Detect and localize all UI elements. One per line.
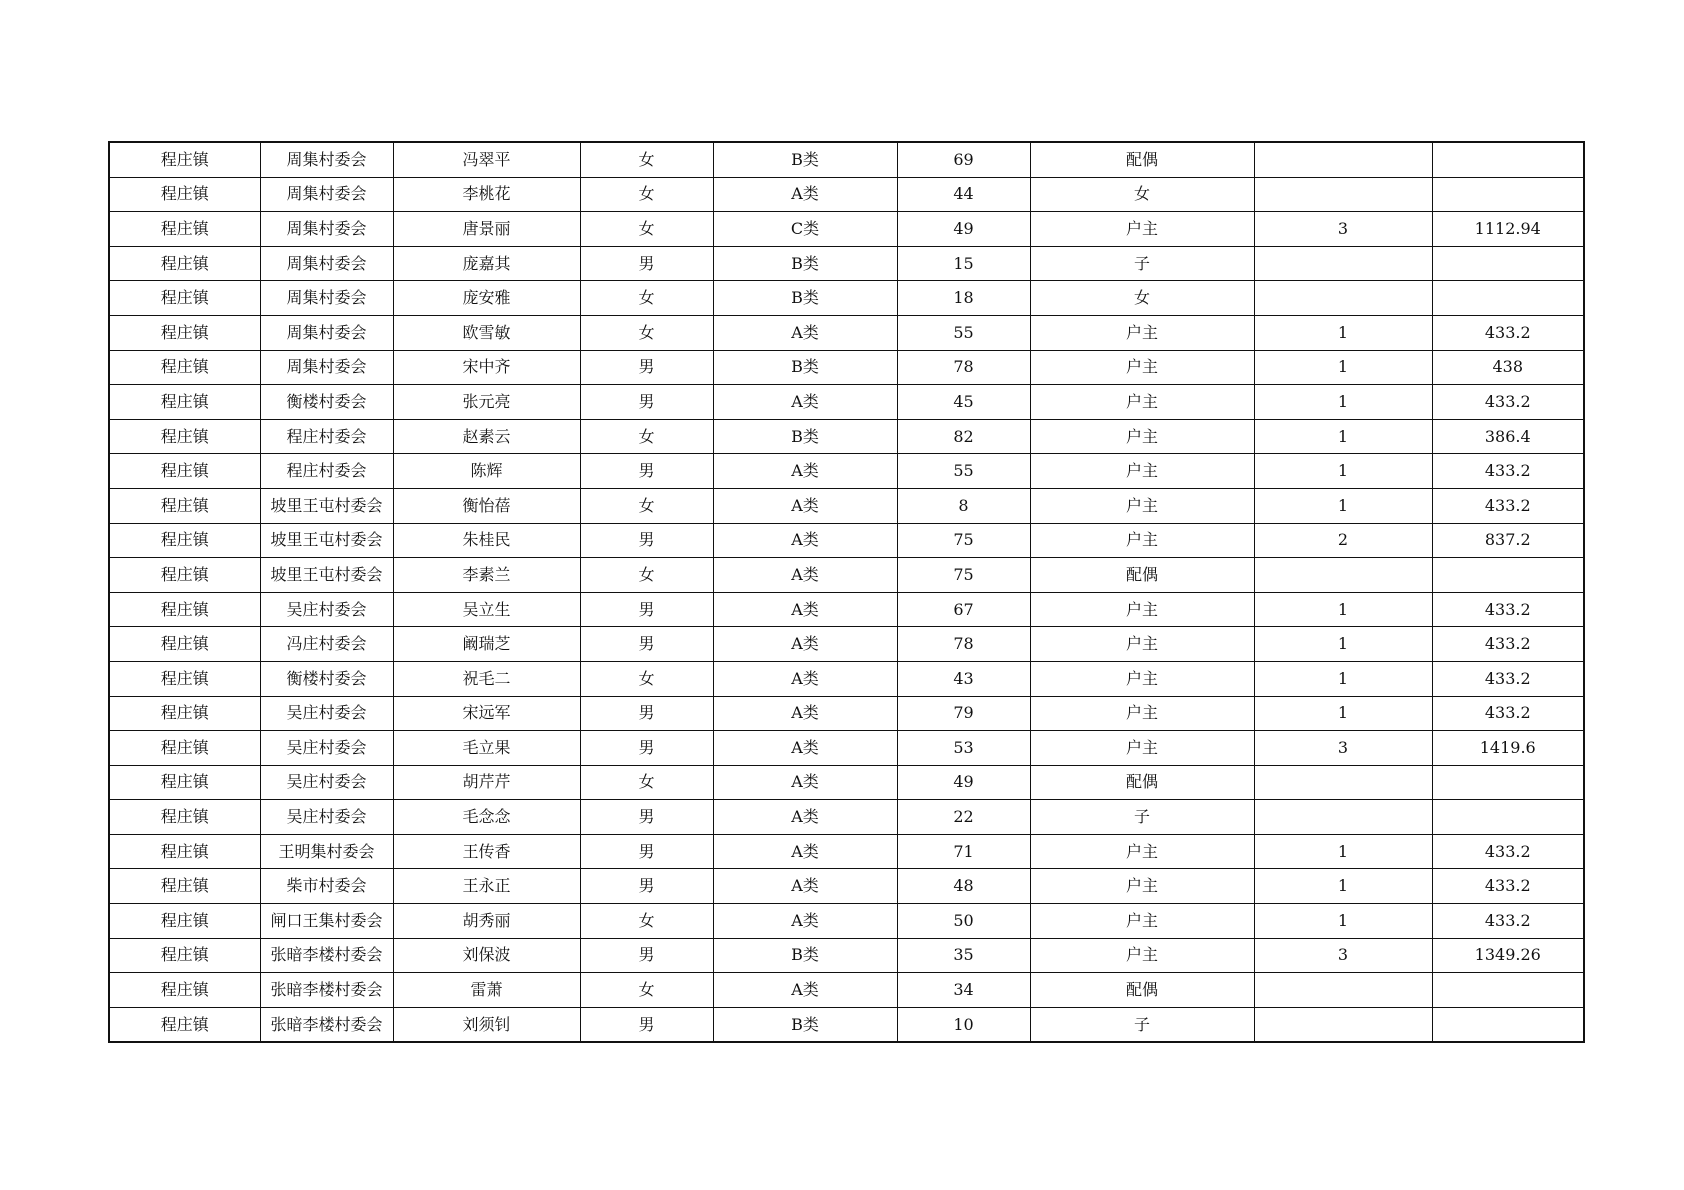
cell-village: 衡楼村委会 xyxy=(260,661,393,696)
cell-relation: 户主 xyxy=(1030,419,1254,454)
cell-town: 程庄镇 xyxy=(109,1007,260,1042)
cell-relation: 子 xyxy=(1030,800,1254,835)
cell-category: A类 xyxy=(713,454,897,489)
table-row xyxy=(109,177,1584,212)
cell-category: A类 xyxy=(713,973,897,1008)
cell-relation: 户主 xyxy=(1030,592,1254,627)
cell-gender: 男 xyxy=(580,731,713,766)
table-row xyxy=(109,661,1584,696)
cell-name: 雷萧 xyxy=(393,973,580,1008)
cell-town: 程庄镇 xyxy=(109,592,260,627)
cell-age: 67 xyxy=(897,592,1030,627)
cell-relation: 户主 xyxy=(1030,696,1254,731)
cell-category: B类 xyxy=(713,142,897,177)
cell-age: 43 xyxy=(897,661,1030,696)
cell-village: 坡里王屯村委会 xyxy=(260,523,393,558)
cell-household-size: 1 xyxy=(1254,419,1432,454)
cell-category: A类 xyxy=(713,661,897,696)
cell-relation: 配偶 xyxy=(1030,558,1254,593)
cell-relation: 女 xyxy=(1030,281,1254,316)
cell-name: 李素兰 xyxy=(393,558,580,593)
cell-name: 王永正 xyxy=(393,869,580,904)
cell-category: A类 xyxy=(713,315,897,350)
cell-village: 吴庄村委会 xyxy=(260,592,393,627)
cell-village: 张暗李楼村委会 xyxy=(260,1007,393,1042)
cell-category: B类 xyxy=(713,350,897,385)
cell-age: 78 xyxy=(897,627,1030,662)
cell-name: 张元亮 xyxy=(393,385,580,420)
cell-household-size xyxy=(1254,246,1432,281)
cell-village: 衡楼村委会 xyxy=(260,385,393,420)
cell-relation: 户主 xyxy=(1030,938,1254,973)
cell-household-size xyxy=(1254,973,1432,1008)
cell-gender: 女 xyxy=(580,973,713,1008)
cell-town: 程庄镇 xyxy=(109,627,260,662)
cell-category: A类 xyxy=(713,627,897,662)
cell-gender: 男 xyxy=(580,1007,713,1042)
table-row xyxy=(109,834,1584,869)
cell-gender: 男 xyxy=(580,938,713,973)
cell-name: 陈辉 xyxy=(393,454,580,489)
cell-age: 53 xyxy=(897,731,1030,766)
table-row xyxy=(109,523,1584,558)
cell-town: 程庄镇 xyxy=(109,973,260,1008)
table-row xyxy=(109,385,1584,420)
cell-town: 程庄镇 xyxy=(109,558,260,593)
cell-relation: 户主 xyxy=(1030,488,1254,523)
cell-age: 18 xyxy=(897,281,1030,316)
cell-household-size: 1 xyxy=(1254,315,1432,350)
table-row xyxy=(109,1007,1584,1042)
cell-relation: 户主 xyxy=(1030,627,1254,662)
cell-town: 程庄镇 xyxy=(109,731,260,766)
cell-town: 程庄镇 xyxy=(109,765,260,800)
cell-town: 程庄镇 xyxy=(109,281,260,316)
cell-village: 吴庄村委会 xyxy=(260,731,393,766)
cell-town: 程庄镇 xyxy=(109,696,260,731)
cell-amount: 433.2 xyxy=(1432,454,1584,489)
cell-age: 49 xyxy=(897,765,1030,800)
cell-name: 欧雪敏 xyxy=(393,315,580,350)
cell-household-size: 1 xyxy=(1254,454,1432,489)
cell-relation: 配偶 xyxy=(1030,973,1254,1008)
table-row xyxy=(109,800,1584,835)
cell-amount xyxy=(1432,1007,1584,1042)
cell-age: 44 xyxy=(897,177,1030,212)
cell-village: 柴市村委会 xyxy=(260,869,393,904)
cell-village: 程庄村委会 xyxy=(260,454,393,489)
cell-amount: 433.2 xyxy=(1432,834,1584,869)
cell-name: 阚瑞芝 xyxy=(393,627,580,662)
cell-village: 周集村委会 xyxy=(260,246,393,281)
cell-amount: 433.2 xyxy=(1432,315,1584,350)
cell-category: A类 xyxy=(713,523,897,558)
table-row xyxy=(109,869,1584,904)
cell-village: 张暗李楼村委会 xyxy=(260,938,393,973)
table-row xyxy=(109,558,1584,593)
cell-gender: 男 xyxy=(580,592,713,627)
cell-age: 15 xyxy=(897,246,1030,281)
cell-amount xyxy=(1432,765,1584,800)
cell-name: 刘保波 xyxy=(393,938,580,973)
cell-category: A类 xyxy=(713,765,897,800)
table-row xyxy=(109,904,1584,939)
cell-village: 周集村委会 xyxy=(260,315,393,350)
cell-town: 程庄镇 xyxy=(109,454,260,489)
cell-relation: 户主 xyxy=(1030,385,1254,420)
cell-gender: 男 xyxy=(580,869,713,904)
table-row xyxy=(109,731,1584,766)
cell-gender: 女 xyxy=(580,488,713,523)
cell-age: 82 xyxy=(897,419,1030,454)
cell-gender: 男 xyxy=(580,385,713,420)
cell-age: 8 xyxy=(897,488,1030,523)
cell-village: 吴庄村委会 xyxy=(260,800,393,835)
cell-village: 吴庄村委会 xyxy=(260,696,393,731)
cell-category: B类 xyxy=(713,938,897,973)
cell-age: 69 xyxy=(897,142,1030,177)
cell-gender: 女 xyxy=(580,212,713,247)
cell-household-size xyxy=(1254,177,1432,212)
cell-village: 冯庄村委会 xyxy=(260,627,393,662)
cell-age: 48 xyxy=(897,869,1030,904)
cell-village: 王明集村委会 xyxy=(260,834,393,869)
cell-gender: 女 xyxy=(580,281,713,316)
cell-amount: 433.2 xyxy=(1432,627,1584,662)
cell-category: A类 xyxy=(713,558,897,593)
cell-relation: 户主 xyxy=(1030,350,1254,385)
cell-gender: 男 xyxy=(580,454,713,489)
cell-category: A类 xyxy=(713,177,897,212)
cell-village: 坡里王屯村委会 xyxy=(260,558,393,593)
cell-category: C类 xyxy=(713,212,897,247)
cell-category: A类 xyxy=(713,834,897,869)
cell-name: 王传香 xyxy=(393,834,580,869)
table-row xyxy=(109,696,1584,731)
cell-name: 毛立果 xyxy=(393,731,580,766)
cell-town: 程庄镇 xyxy=(109,212,260,247)
cell-relation: 户主 xyxy=(1030,834,1254,869)
cell-household-size: 3 xyxy=(1254,212,1432,247)
cell-age: 78 xyxy=(897,350,1030,385)
cell-relation: 户主 xyxy=(1030,904,1254,939)
cell-household-size: 1 xyxy=(1254,696,1432,731)
cell-relation: 户主 xyxy=(1030,523,1254,558)
cell-name: 胡芹芹 xyxy=(393,765,580,800)
cell-category: A类 xyxy=(713,696,897,731)
cell-town: 程庄镇 xyxy=(109,488,260,523)
table-row xyxy=(109,454,1584,489)
cell-gender: 女 xyxy=(580,419,713,454)
cell-age: 55 xyxy=(897,315,1030,350)
cell-name: 李桃花 xyxy=(393,177,580,212)
cell-household-size xyxy=(1254,558,1432,593)
cell-gender: 男 xyxy=(580,627,713,662)
cell-name: 毛念念 xyxy=(393,800,580,835)
cell-amount xyxy=(1432,142,1584,177)
cell-amount: 433.2 xyxy=(1432,488,1584,523)
cell-town: 程庄镇 xyxy=(109,800,260,835)
table-row xyxy=(109,973,1584,1008)
table-row xyxy=(109,627,1584,662)
cell-relation: 户主 xyxy=(1030,661,1254,696)
cell-category: B类 xyxy=(713,419,897,454)
cell-name: 朱桂民 xyxy=(393,523,580,558)
cell-household-size xyxy=(1254,281,1432,316)
cell-relation: 女 xyxy=(1030,177,1254,212)
cell-household-size: 3 xyxy=(1254,938,1432,973)
cell-relation: 户主 xyxy=(1030,869,1254,904)
cell-name: 赵素云 xyxy=(393,419,580,454)
cell-name: 宋中齐 xyxy=(393,350,580,385)
cell-age: 75 xyxy=(897,558,1030,593)
cell-category: A类 xyxy=(713,731,897,766)
cell-village: 张暗李楼村委会 xyxy=(260,973,393,1008)
cell-household-size: 1 xyxy=(1254,904,1432,939)
cell-household-size: 1 xyxy=(1254,661,1432,696)
cell-name: 宋远军 xyxy=(393,696,580,731)
cell-gender: 女 xyxy=(580,661,713,696)
cell-age: 50 xyxy=(897,904,1030,939)
cell-gender: 女 xyxy=(580,142,713,177)
cell-name: 庞嘉其 xyxy=(393,246,580,281)
cell-gender: 女 xyxy=(580,765,713,800)
cell-amount: 438 xyxy=(1432,350,1584,385)
cell-household-size: 1 xyxy=(1254,627,1432,662)
cell-amount xyxy=(1432,973,1584,1008)
cell-town: 程庄镇 xyxy=(109,350,260,385)
cell-gender: 男 xyxy=(580,834,713,869)
table-row xyxy=(109,315,1584,350)
cell-gender: 女 xyxy=(580,315,713,350)
cell-relation: 户主 xyxy=(1030,315,1254,350)
cell-name: 吴立生 xyxy=(393,592,580,627)
cell-gender: 男 xyxy=(580,246,713,281)
cell-relation: 子 xyxy=(1030,246,1254,281)
cell-name: 唐景丽 xyxy=(393,212,580,247)
cell-name: 冯翠平 xyxy=(393,142,580,177)
cell-household-size: 3 xyxy=(1254,731,1432,766)
cell-gender: 女 xyxy=(580,558,713,593)
cell-town: 程庄镇 xyxy=(109,904,260,939)
cell-age: 55 xyxy=(897,454,1030,489)
cell-age: 75 xyxy=(897,523,1030,558)
cell-category: A类 xyxy=(713,592,897,627)
cell-amount: 433.2 xyxy=(1432,661,1584,696)
cell-gender: 女 xyxy=(580,177,713,212)
table-row xyxy=(109,765,1584,800)
cell-amount: 433.2 xyxy=(1432,592,1584,627)
table-row xyxy=(109,938,1584,973)
cell-household-size: 1 xyxy=(1254,350,1432,385)
cell-name: 庞安雅 xyxy=(393,281,580,316)
cell-category: B类 xyxy=(713,281,897,316)
cell-household-size: 2 xyxy=(1254,523,1432,558)
cell-category: A类 xyxy=(713,488,897,523)
cell-town: 程庄镇 xyxy=(109,419,260,454)
cell-gender: 女 xyxy=(580,904,713,939)
cell-amount: 837.2 xyxy=(1432,523,1584,558)
cell-relation: 户主 xyxy=(1030,212,1254,247)
cell-relation: 子 xyxy=(1030,1007,1254,1042)
cell-household-size xyxy=(1254,142,1432,177)
cell-age: 35 xyxy=(897,938,1030,973)
cell-household-size xyxy=(1254,800,1432,835)
cell-village: 周集村委会 xyxy=(260,281,393,316)
cell-village: 闸口王集村委会 xyxy=(260,904,393,939)
cell-household-size: 1 xyxy=(1254,834,1432,869)
cell-village: 程庄村委会 xyxy=(260,419,393,454)
table-row xyxy=(109,142,1584,177)
cell-amount xyxy=(1432,281,1584,316)
cell-town: 程庄镇 xyxy=(109,385,260,420)
cell-town: 程庄镇 xyxy=(109,246,260,281)
table-body xyxy=(109,142,1584,1042)
cell-household-size xyxy=(1254,1007,1432,1042)
cell-category: A类 xyxy=(713,869,897,904)
cell-amount: 433.2 xyxy=(1432,869,1584,904)
cell-amount xyxy=(1432,246,1584,281)
cell-name: 衡怡蓓 xyxy=(393,488,580,523)
cell-amount: 433.2 xyxy=(1432,696,1584,731)
cell-age: 10 xyxy=(897,1007,1030,1042)
cell-household-size: 1 xyxy=(1254,488,1432,523)
cell-amount xyxy=(1432,177,1584,212)
cell-household-size: 1 xyxy=(1254,385,1432,420)
cell-household-size: 1 xyxy=(1254,869,1432,904)
cell-amount: 433.2 xyxy=(1432,904,1584,939)
cell-category: A类 xyxy=(713,904,897,939)
cell-amount xyxy=(1432,558,1584,593)
table-row xyxy=(109,212,1584,247)
cell-name: 胡秀丽 xyxy=(393,904,580,939)
cell-category: A类 xyxy=(713,800,897,835)
cell-household-size xyxy=(1254,765,1432,800)
cell-gender: 男 xyxy=(580,696,713,731)
cell-age: 34 xyxy=(897,973,1030,1008)
cell-relation: 户主 xyxy=(1030,731,1254,766)
table-row xyxy=(109,592,1584,627)
cell-relation: 配偶 xyxy=(1030,142,1254,177)
cell-category: A类 xyxy=(713,385,897,420)
cell-town: 程庄镇 xyxy=(109,177,260,212)
cell-town: 程庄镇 xyxy=(109,869,260,904)
cell-amount: 433.2 xyxy=(1432,385,1584,420)
table-row xyxy=(109,281,1584,316)
cell-amount xyxy=(1432,800,1584,835)
cell-relation: 户主 xyxy=(1030,454,1254,489)
cell-town: 程庄镇 xyxy=(109,315,260,350)
table-row xyxy=(109,350,1584,385)
cell-town: 程庄镇 xyxy=(109,523,260,558)
cell-gender: 男 xyxy=(580,350,713,385)
cell-amount: 1112.94 xyxy=(1432,212,1584,247)
cell-category: B类 xyxy=(713,1007,897,1042)
cell-category: B类 xyxy=(713,246,897,281)
cell-household-size: 1 xyxy=(1254,592,1432,627)
beneficiary-table xyxy=(108,141,1585,1043)
cell-village: 周集村委会 xyxy=(260,142,393,177)
cell-relation: 配偶 xyxy=(1030,765,1254,800)
cell-town: 程庄镇 xyxy=(109,661,260,696)
cell-name: 祝毛二 xyxy=(393,661,580,696)
cell-age: 71 xyxy=(897,834,1030,869)
table-row xyxy=(109,419,1584,454)
cell-village: 吴庄村委会 xyxy=(260,765,393,800)
cell-village: 周集村委会 xyxy=(260,177,393,212)
table-row xyxy=(109,246,1584,281)
cell-age: 22 xyxy=(897,800,1030,835)
cell-age: 45 xyxy=(897,385,1030,420)
cell-gender: 男 xyxy=(580,800,713,835)
cell-village: 周集村委会 xyxy=(260,350,393,385)
cell-gender: 男 xyxy=(580,523,713,558)
cell-age: 49 xyxy=(897,212,1030,247)
cell-amount: 386.4 xyxy=(1432,419,1584,454)
cell-village: 周集村委会 xyxy=(260,212,393,247)
cell-age: 79 xyxy=(897,696,1030,731)
cell-name: 刘须钊 xyxy=(393,1007,580,1042)
table-row xyxy=(109,488,1584,523)
cell-town: 程庄镇 xyxy=(109,938,260,973)
cell-village: 坡里王屯村委会 xyxy=(260,488,393,523)
cell-amount: 1349.26 xyxy=(1432,938,1584,973)
cell-town: 程庄镇 xyxy=(109,142,260,177)
cell-amount: 1419.6 xyxy=(1432,731,1584,766)
cell-town: 程庄镇 xyxy=(109,834,260,869)
